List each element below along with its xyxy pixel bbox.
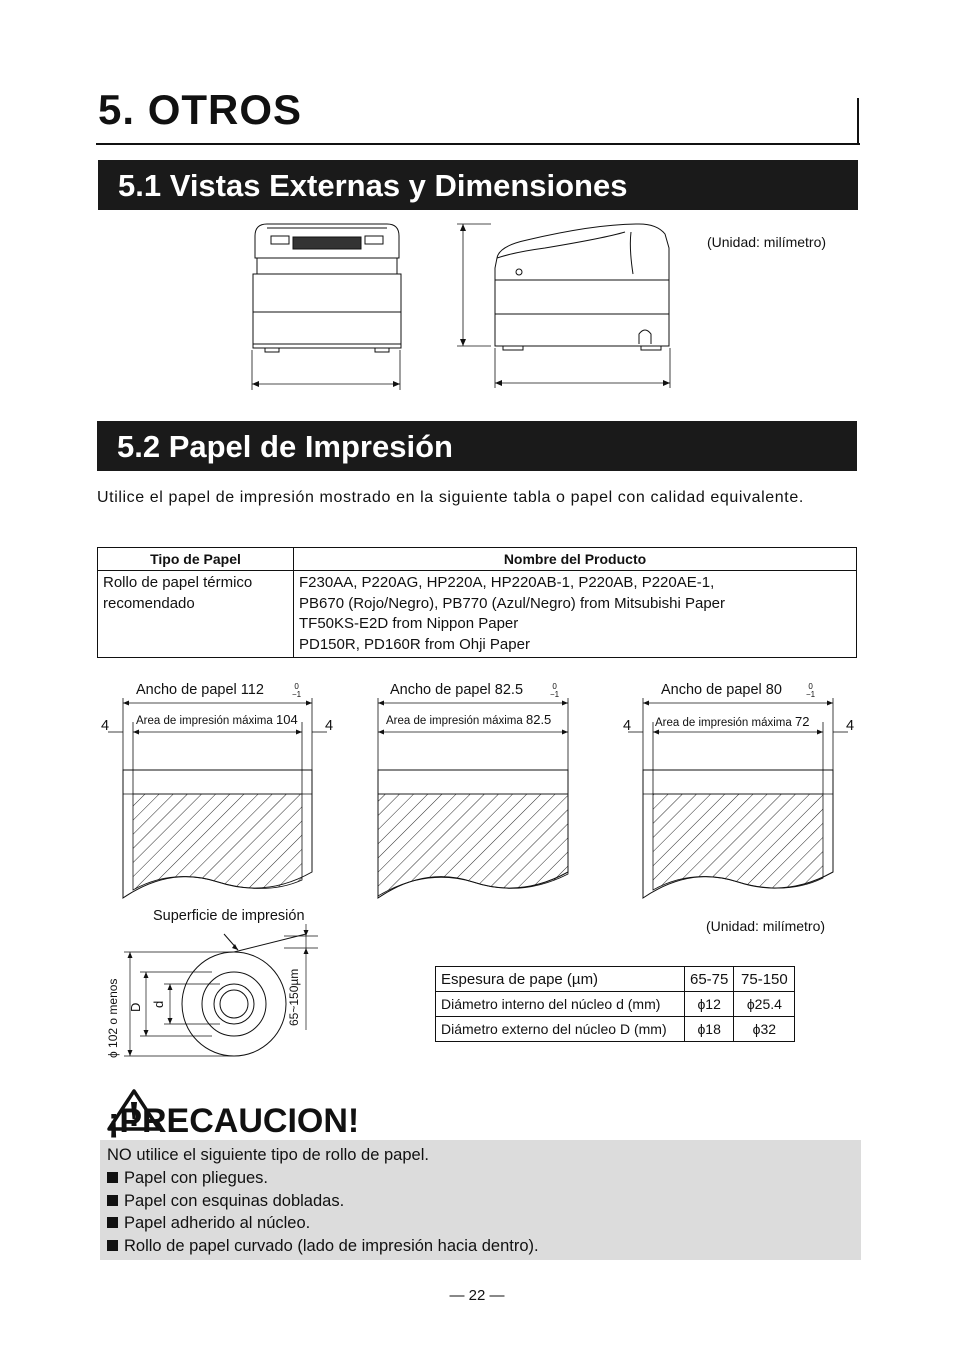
core-table-cell: ϕ12: [685, 992, 734, 1017]
paper-type-cell: [98, 571, 294, 658]
print-area-text: Area de impresión máxima: [136, 715, 273, 727]
paper-table: [97, 547, 857, 658]
paper-thickness-label: 65~150µm: [287, 968, 301, 1026]
caution-intro: NO utilice el siguiente tipo de rollo de papel.: [107, 1146, 429, 1164]
bullet-square-icon: [107, 1172, 118, 1183]
paper-width-diagrams: [0, 670, 954, 910]
caution-item-text: Rollo de papel curvado (lado de impresión hacia dentro).: [124, 1237, 539, 1256]
list-item: [107, 1167, 854, 1190]
tolerance-80: [806, 683, 815, 699]
table-row: [436, 1017, 795, 1042]
section-heading-5-2: 5.2 Papel de Impresión: [97, 421, 857, 471]
print-area-value: 82.5: [525, 712, 552, 727]
table-row: [98, 571, 857, 658]
unit-label-2: (Unidad: milímetro): [706, 918, 826, 934]
print-area-value: 72: [794, 714, 810, 729]
outer-diameter-label: ϕ 102 o menos: [106, 978, 120, 1058]
paper-width-label-112: Ancho de papel 112: [136, 682, 264, 698]
caution-title: ¡PRECAUCION!: [108, 1102, 360, 1140]
title-underline: [96, 143, 860, 145]
section-heading-5-1: 5.1 Vistas Externas y Dimensiones: [98, 160, 858, 210]
tolerance-bottom: −1: [806, 690, 816, 699]
tolerance-112: [292, 683, 301, 699]
print-area-label-80: [655, 714, 809, 729]
core-table-cell: ϕ32: [734, 1017, 795, 1042]
product-line: PD150R, PD160R from Ohji Paper: [299, 635, 530, 653]
print-area-label-82-5: [386, 712, 551, 727]
list-item: [107, 1235, 854, 1258]
paper-width-label-82-5: Ancho de papel 82.5: [390, 682, 524, 698]
list-item: [107, 1212, 854, 1235]
paper-width-label-80: Ancho de papel 80: [661, 682, 782, 698]
margin-right-80: 4: [846, 718, 855, 734]
tolerance-82-5: [550, 683, 559, 699]
core-table-inner-label: Diámetro interno del núcleo d (mm): [436, 992, 685, 1017]
page-number: — 22 —: [449, 1287, 505, 1304]
print-area-value: 104: [275, 712, 298, 727]
paper-table-header-product: Nombre del Producto: [294, 548, 857, 571]
chapter-title: 5. OTROS: [98, 86, 303, 133]
print-area-label-112: [136, 712, 298, 727]
margin-right-112: 4: [325, 718, 334, 734]
bullet-square-icon: [107, 1240, 118, 1251]
core-table-cell: ϕ18: [685, 1017, 734, 1042]
core-diameter-table: [435, 966, 795, 1042]
printer-side-view: [455, 218, 677, 390]
print-area-text: Area de impresión máxima: [386, 715, 523, 727]
paper-type-line: recomendado: [103, 594, 195, 612]
paper-type-line: Rollo de papel térmico: [103, 574, 253, 591]
caution-box: [100, 1140, 861, 1260]
caution-item-text: Papel con esquinas dobladas.: [124, 1191, 345, 1210]
core-table-header-thickness: Espesura de pape (µm): [436, 967, 685, 992]
product-line: PB670 (Rojo/Negro), PB770 (Azul/Negro) from Mitsubishi Paper: [299, 594, 726, 612]
core-table-header-75-150: 75-150: [734, 967, 795, 992]
print-area-text: Area de impresión máxima: [655, 717, 792, 729]
core-table-outer-label: Diámetro externo del núcleo D (mm): [436, 1017, 685, 1042]
product-line: F230AA, P220AG, HP220A, HP220AB-1, P220AB, P220AE-1,: [299, 574, 715, 591]
section-intro: Utilice el papel de impresión mostrado en la siguiente tabla o papel con calidad equivalente.: [97, 489, 804, 506]
bullet-square-icon: [107, 1195, 118, 1206]
print-surface-label: Superficie de impresión: [153, 908, 305, 924]
margin-left-80: 4: [623, 718, 632, 734]
table-row: [436, 967, 795, 992]
tolerance-bottom: −1: [550, 690, 560, 699]
unit-label-1: (Unidad: milímetro): [707, 234, 827, 250]
tolerance-top: 0: [552, 682, 557, 691]
core-outer-d-label: D: [128, 1002, 143, 1012]
margin-left-112: 4: [101, 718, 110, 734]
core-inner-d-label: d: [151, 1000, 166, 1008]
tolerance-bottom: −1: [292, 690, 302, 699]
caution-item-text: Papel adherido al núcleo.: [124, 1214, 311, 1233]
core-table-cell: ϕ25.4: [734, 992, 795, 1017]
paper-table-header: [98, 548, 857, 571]
title-right-rule: [857, 98, 859, 145]
tolerance-top: 0: [294, 682, 299, 691]
bullet-square-icon: [107, 1217, 118, 1228]
product-cell: [294, 571, 857, 658]
tolerance-top: 0: [808, 682, 813, 691]
printer-front-view: [245, 220, 410, 395]
list-item: [107, 1190, 854, 1213]
paper-table-header-type: Tipo de Papel: [98, 548, 294, 571]
core-table-header-65-75: 65-75: [685, 967, 734, 992]
caution-list: [107, 1167, 854, 1258]
caution-item-text: Papel con pliegues.: [124, 1168, 269, 1187]
product-line: TF50KS-E2D from Nippon Paper: [299, 615, 519, 632]
table-row: [436, 992, 795, 1017]
